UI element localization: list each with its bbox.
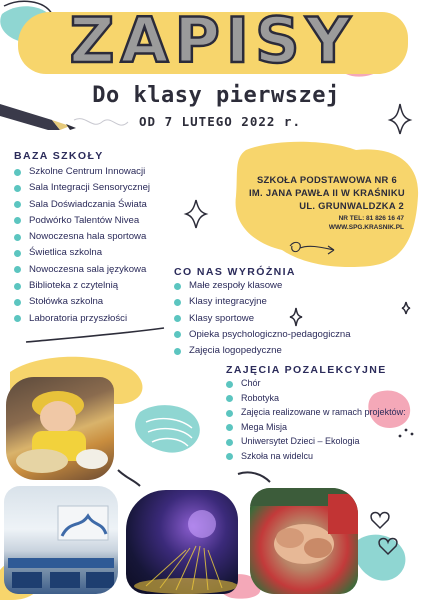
pozalekcyjne-item: Robotyka xyxy=(224,391,406,406)
wyroznia-item: Klasy sportowe xyxy=(172,311,351,327)
wyroznia-heading: CO NAS WYRÓŻNIA xyxy=(174,266,296,278)
school-phone: NR TEL: 81 826 16 47 xyxy=(338,215,404,223)
baza-item: Biblioteka z czytelnią xyxy=(12,278,150,294)
photo-classroom xyxy=(4,486,118,594)
photo-sensory-room xyxy=(126,490,238,594)
baza-item: Nowoczesna hala sportowa xyxy=(12,229,150,245)
wyroznia-item: Opieka psychologiczno-pedagogiczna xyxy=(172,327,351,343)
photo-hands-shapes xyxy=(250,488,358,594)
wyroznia-item: Małe zespoły klasowe xyxy=(172,278,351,294)
school-street: UL. GRUNWALDZKA 2 xyxy=(299,199,404,211)
photo-child-playing xyxy=(6,377,114,480)
dark-curve-bottom xyxy=(118,470,140,486)
baza-item: Podwórko Talentów Nivea xyxy=(12,213,150,229)
photo-hands-together xyxy=(250,488,358,594)
school-website[interactable]: WWW.SPG.KRASNIK.PL xyxy=(328,224,404,232)
baza-heading: BAZA SZKOŁY xyxy=(14,150,104,162)
pozalekcyjne-item: Uniwersytet Dzieci – Ekologia xyxy=(224,434,406,449)
divider-line xyxy=(26,328,164,342)
school-info-card xyxy=(236,146,418,268)
wyroznia-item: Zajęcia logopedyczne xyxy=(172,343,351,359)
baza-item: Stołówka szkolna xyxy=(12,294,150,310)
teal-blob-bottom-right xyxy=(355,535,406,581)
enrollment-date: OD 7 LUTEGO 2022 r. xyxy=(139,114,301,129)
wyroznia-item: Klasy integracyjne xyxy=(172,294,351,310)
photo-sensory-shapes xyxy=(126,490,238,594)
wyroznia-list xyxy=(172,278,351,359)
baza-item: Nowoczesna sala językowa xyxy=(12,262,150,278)
baza-item: Laboratoria przyszłości xyxy=(12,311,150,327)
school-name: SZKOŁA PODSTAWOWA NR 6 xyxy=(256,174,398,185)
pozalekcyjne-item: Zajęcia realizowane w ramach projektów: xyxy=(224,405,406,420)
photo-child-shapes xyxy=(6,377,114,480)
pozalekcyjne-item: Chór xyxy=(224,376,406,391)
baza-item: Szkolne Centrum Innowacji xyxy=(12,164,150,180)
poster-title: ZAPISY xyxy=(69,4,357,77)
pozalekcyjne-list xyxy=(224,376,406,464)
pen-icon xyxy=(0,104,76,130)
dark-curve-bottom-right xyxy=(238,472,270,482)
baza-item: Świetlica szkolna xyxy=(12,245,150,261)
baza-item: Sala Doświadczania Świata xyxy=(12,197,150,213)
pozalekcyjne-heading: ZAJĘCIA POZALEKCYJNE xyxy=(226,364,387,376)
photo-classroom-shapes xyxy=(4,486,118,594)
school-patron: IM. JANA PAWŁA II W KRAŚNIKU xyxy=(249,186,405,198)
baza-item: Sala Integracji Sensorycznej xyxy=(12,180,150,196)
pozalekcyjne-item: Szkoła na widelcu xyxy=(224,449,406,464)
baza-list xyxy=(12,164,150,327)
pozalekcyjne-item: Mega Misja xyxy=(224,420,406,435)
poster-subtitle: Do klasy pierwszej xyxy=(92,83,340,108)
